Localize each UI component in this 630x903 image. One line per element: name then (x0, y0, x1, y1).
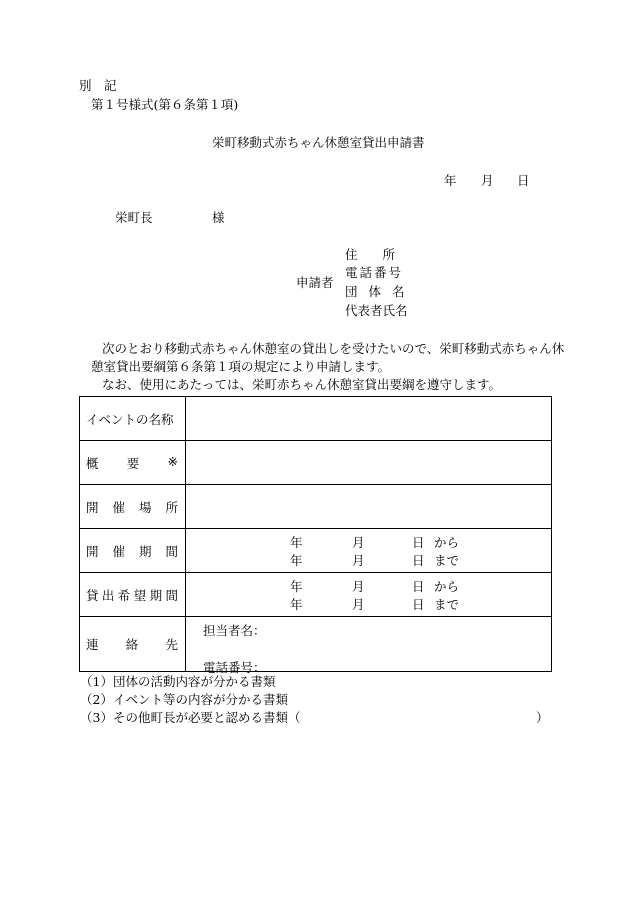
input-overview[interactable] (186, 441, 552, 485)
attachment-1: （1）団体の活動内容が分かる書類 (80, 674, 276, 689)
row-period (80, 529, 552, 573)
input-rental-period[interactable] (186, 573, 552, 617)
row-contact (80, 617, 552, 672)
label-rental-period: 貸 出 希 望 期 間 (80, 573, 186, 617)
label-contact: 連 絡 先 (80, 617, 186, 672)
applicant-field-address: 住 所 (345, 247, 396, 262)
form-number: 第１号様式(第６条第１項) (91, 97, 239, 112)
attachment-3-close: ） (536, 710, 549, 725)
input-venue[interactable] (186, 485, 552, 529)
date-month: 月 (481, 173, 494, 188)
label-event-name: イベントの名称 (80, 397, 186, 441)
rental-to-line: 年 月 日 まで (290, 596, 460, 612)
body-line-1: 次のとおり移動式赤ちゃん休憩室の貸出しを受けたいので、栄町移動式赤ちゃん休 (102, 341, 565, 356)
row-event-name (80, 397, 552, 441)
row-rental-period (80, 573, 552, 617)
rental-from-line: 年 月 日 から (290, 578, 460, 594)
phone-label: 電話番号： (203, 660, 266, 675)
applicant-field-group: 団体名 (345, 284, 416, 299)
date-day: 日 (517, 173, 530, 188)
document-title: 栄町移動式赤ちゃん休憩室貸出申請書 (212, 135, 425, 150)
applicant-field-phone: 電話番号 (345, 265, 404, 280)
period-from-line: 年 月 日 から (290, 534, 460, 550)
body-line-3: なお、使用にあたっては、栄町赤ちゃん休憩室貸出要綱を遵守します。 (102, 377, 502, 392)
period-to-line: 年 月 日 まで (290, 552, 460, 568)
applicant-field-representative: 代表者氏名 (345, 303, 408, 318)
input-period[interactable] (186, 529, 552, 573)
input-event-name[interactable] (186, 397, 552, 441)
date-year: 年 (444, 173, 457, 188)
input-contact[interactable] (186, 617, 552, 675)
row-venue (80, 485, 552, 529)
label-venue: 開 催 場 所 (80, 485, 186, 529)
addressee-name: 栄町長 (115, 210, 153, 225)
note-label: 別 記 (79, 78, 117, 93)
row-overview (80, 441, 552, 485)
body-line-2: 憩室貸出要綱第６条第１項の規定により申請します。 (91, 359, 391, 374)
person-in-charge-label: 担当者名： (203, 623, 266, 638)
applicant-label: 申請者 (296, 275, 334, 290)
label-period: 開 催 期 間 (80, 529, 186, 573)
application-table (79, 396, 552, 675)
label-overview: 概 要 ※ (80, 441, 186, 485)
attachment-2: （2）イベント等の内容が分かる書類 (80, 692, 288, 707)
addressee-honorific: 様 (212, 210, 225, 225)
attachment-3: （3）その他町長が必要と認める書類（ (80, 710, 301, 725)
